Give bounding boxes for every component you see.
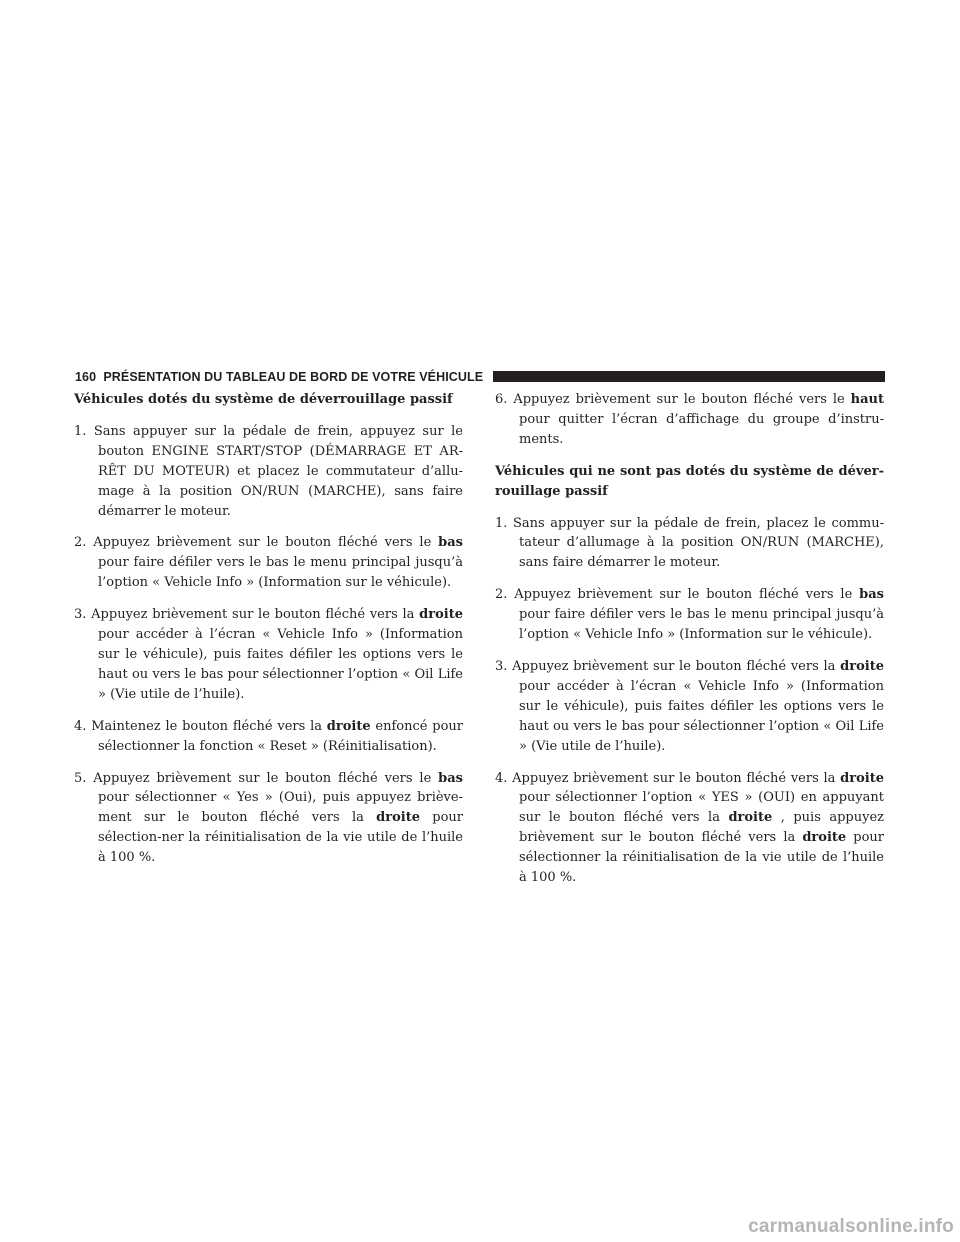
step-emphasis: droite — [840, 658, 884, 674]
right-column — [495, 390, 884, 900]
step-text: Appuyez brièvement sur le bouton fléché vers le — [93, 535, 439, 551]
step-item — [74, 605, 463, 705]
step-item — [495, 769, 884, 888]
step-emphasis: droite — [802, 830, 847, 846]
step-text: , puis appuyez brièvement sur le bouton fléché vers la — [519, 810, 884, 846]
step-text: pour accéder à l’écran « Vehicle Info » (Information sur le véhicule), puis faites défiler les options vers le haut ou vers le bas pour sélectionner l’option « Oil Life » (Vie utile de l’huile). — [98, 627, 463, 702]
step-text: pour accéder à l’écran « Vehicle Info » (Information sur le véhicule), puis faites défiler les options vers le haut ou vers le bas pour sélectionner l’option « Oil Life » (Vie utile de l’huile). — [519, 678, 884, 754]
step-item — [495, 514, 884, 574]
step-text: enfoncé pour sélectionner la fonction « Reset » (Réinitialisation). — [98, 718, 463, 754]
step-text: Appuyez brièvement sur le bouton fléché vers le — [93, 770, 439, 786]
step-emphasis: droite — [840, 770, 884, 786]
step-text: pour faire défiler vers le bas le menu principal jusqu’à l’option « Vehicle Info » (Information sur le véhicule). — [519, 607, 884, 643]
page-header — [75, 367, 885, 387]
step-number: 2. — [495, 587, 508, 603]
step-number: 5. — [74, 770, 87, 786]
step-number: 2. — [74, 535, 87, 551]
step-item — [74, 422, 463, 522]
step-number: 1. — [495, 515, 508, 531]
step-number: 4. — [74, 718, 87, 734]
step-text: Maintenez le bouton fléché vers la — [91, 718, 327, 734]
step-emphasis: bas — [438, 535, 463, 551]
header-rule — [493, 371, 885, 382]
step-text: Sans appuyer sur la pédale de frein, appuyez sur le bouton ENGINE START/STOP (DÉMARRAGE ET AR-RÊT DU MOTEUR) et placez le commutateur d’allu-mage à la position ON/RUN (MARCHE), sans faire démarrer le moteur. — [93, 423, 463, 519]
section-heading-passive-entry: Véhicules dotés du système de déverrouillage passif — [74, 392, 453, 407]
step-text: pour quitter l’écran d’affichage du groupe d’instru-ments. — [519, 411, 884, 447]
step-emphasis: bas — [859, 587, 884, 603]
step-number: 6. — [495, 392, 508, 407]
step-item — [74, 769, 463, 869]
step-number: 3. — [495, 658, 508, 674]
step-item — [495, 585, 884, 645]
step-text: pour faire défiler vers le bas le menu principal jusqu’à l’option « Vehicle Info » (Information sur le véhicule). — [98, 555, 463, 591]
step-text: Appuyez brièvement sur le bouton fléché vers le — [513, 392, 851, 407]
step-text: Appuyez brièvement sur le bouton fléché vers le — [514, 587, 860, 603]
step-number: 4. — [495, 770, 508, 786]
step-item — [495, 657, 884, 757]
section-title: PRÉSENTATION DU TABLEAU DE BORD DE VOTRE VÉHICULE — [103, 370, 484, 384]
step-text: Appuyez brièvement sur le bouton fléché vers la — [91, 607, 420, 623]
step-text: pour sélectionner la réinitialisation de la vie utile de l’huile à 100 %. — [519, 830, 884, 886]
step-emphasis: droite — [728, 810, 773, 826]
left-column — [74, 390, 463, 880]
step-emphasis: droite — [419, 607, 463, 623]
step-number: 1. — [74, 423, 87, 439]
step-item — [495, 390, 884, 450]
step-emphasis: droite — [326, 718, 371, 734]
step-number: 3. — [74, 607, 87, 623]
header-text — [75, 367, 483, 387]
step-text: pour sélection-ner la réinitialisation de la vie utile de l’huile à 100 %. — [98, 810, 463, 866]
step-item — [74, 533, 463, 593]
step-text: pour sélectionner l’option « YES » (OUI) en appuyant sur le bouton fléché vers la — [519, 790, 884, 826]
watermark: carmanualsonline.info — [748, 1216, 954, 1237]
step-emphasis: bas — [438, 770, 463, 786]
step-text: Appuyez brièvement sur le bouton fléché vers la — [512, 770, 841, 786]
page-number: 160 — [75, 370, 97, 384]
step-item — [74, 717, 463, 757]
step-text: pour sélectionner « Yes » (Oui), puis appuyez briève-ment sur le bouton fléché vers la — [98, 790, 463, 826]
step-text: Appuyez brièvement sur le bouton fléché vers la — [512, 658, 841, 674]
step-emphasis: haut — [850, 392, 884, 407]
section-heading-no-passive-entry: Véhicules qui ne sont pas dotés du système de déver-rouillage passif — [495, 463, 884, 499]
step-text: Sans appuyer sur la pédale de frein, placez le commu-tateur d’allumage à la position ON/RUN (MARCHE), sans faire démarrer le moteur. — [513, 515, 884, 571]
step-emphasis: droite — [376, 810, 420, 826]
